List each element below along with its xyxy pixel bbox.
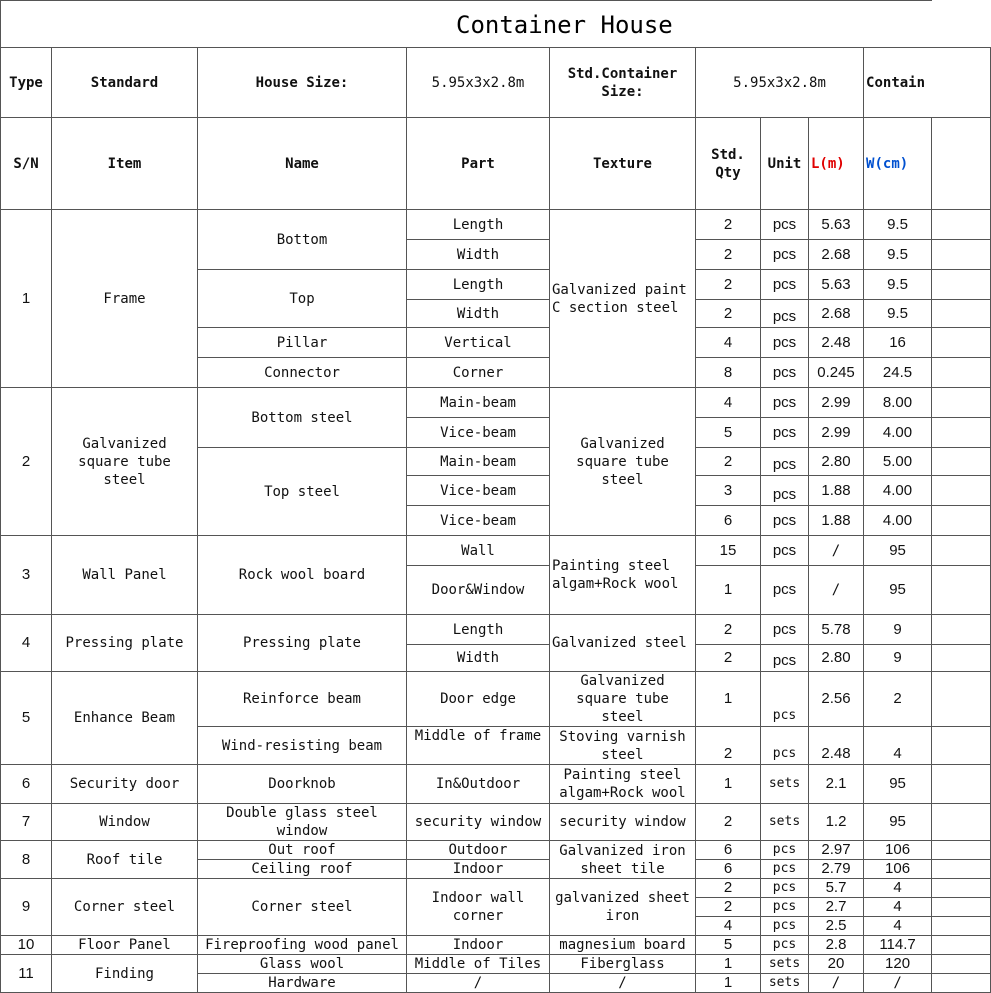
row-length: / <box>809 566 864 615</box>
row-qty: 2 <box>696 300 761 328</box>
row-name: Wind-resisting beam <box>198 727 407 765</box>
row-extra <box>932 270 991 300</box>
col-texture-header: Texture <box>550 118 696 210</box>
row-part: Vice-beam <box>407 476 550 506</box>
row-extra <box>932 765 991 804</box>
row-qty: 3 <box>696 476 761 506</box>
row-width: 24.5 <box>864 358 932 388</box>
row-qty: 1 <box>696 566 761 615</box>
col-part-header: Part <box>407 118 550 210</box>
row-qty: 4 <box>696 917 761 936</box>
row-extra <box>932 917 991 936</box>
row-qty: 2 <box>696 615 761 645</box>
row-qty: 2 <box>696 210 761 240</box>
row-part: Length <box>407 615 550 645</box>
row-unit: pcs <box>761 358 809 388</box>
row-item: Corner steel <box>52 879 198 936</box>
row-name: Pillar <box>198 328 407 358</box>
row-texture: Galvanized square tube steel <box>550 388 696 536</box>
row-qty: 2 <box>696 727 761 765</box>
row-width: 4 <box>864 879 932 898</box>
row-qty: 6 <box>696 841 761 860</box>
row-unit: pcs <box>761 476 809 506</box>
row-unit: pcs <box>761 727 809 765</box>
row-unit: pcs <box>761 615 809 645</box>
row-item: Galvanized square tube steel <box>52 388 198 536</box>
row-sn: 8 <box>1 841 52 879</box>
row-length: / <box>809 536 864 566</box>
row-part: Main-beam <box>407 388 550 418</box>
row-sn: 7 <box>1 804 52 841</box>
row-part: Wall <box>407 536 550 566</box>
row-qty: 1 <box>696 974 761 993</box>
row-extra <box>932 210 991 240</box>
row-unit: pcs <box>761 672 809 727</box>
row-qty: 2 <box>696 804 761 841</box>
row-qty: 1 <box>696 955 761 974</box>
row-texture: security window <box>550 804 696 841</box>
row-part: / <box>407 974 550 993</box>
row-length: 1.88 <box>809 476 864 506</box>
row-qty: 4 <box>696 328 761 358</box>
row-unit: pcs <box>761 210 809 240</box>
row-qty: 5 <box>696 936 761 955</box>
row-name: Ceiling roof <box>198 860 407 879</box>
row-sn: 6 <box>1 765 52 804</box>
col-sn-header: S/N <box>1 118 52 210</box>
row-unit: pcs <box>761 536 809 566</box>
row-width: 9.5 <box>864 240 932 270</box>
row-part: Middle of frame <box>407 727 550 765</box>
row-unit: sets <box>761 955 809 974</box>
row-part: Width <box>407 300 550 328</box>
row-name: Reinforce beam <box>198 672 407 727</box>
row-extra <box>932 955 991 974</box>
row-length: 2.80 <box>809 645 864 672</box>
row-unit: pcs <box>761 448 809 476</box>
house-size-label: House Size: <box>198 48 407 118</box>
header-row-columns <box>1 118 991 210</box>
table-row <box>1 765 991 804</box>
row-length: 2.99 <box>809 388 864 418</box>
row-sn: 11 <box>1 955 52 993</box>
row-part: security window <box>407 804 550 841</box>
row-part: Door edge <box>407 672 550 727</box>
row-unit: pcs <box>761 388 809 418</box>
row-sn: 4 <box>1 615 52 672</box>
row-extra <box>932 476 991 506</box>
row-item: Floor Panel <box>52 936 198 955</box>
row-qty: 2 <box>696 448 761 476</box>
row-part: Length <box>407 270 550 300</box>
row-sn: 5 <box>1 672 52 765</box>
row-name: Hardware <box>198 974 407 993</box>
row-width: 4 <box>864 917 932 936</box>
row-extra <box>932 358 991 388</box>
row-qty: 1 <box>696 765 761 804</box>
row-sn: 3 <box>1 536 52 615</box>
row-sn: 9 <box>1 879 52 936</box>
row-part: In&Outdoor <box>407 765 550 804</box>
row-item: Roof tile <box>52 841 198 879</box>
row-length: 2.99 <box>809 418 864 448</box>
row-item: Frame <box>52 210 198 388</box>
row-qty: 8 <box>696 358 761 388</box>
row-qty: 2 <box>696 645 761 672</box>
container-header-cut: Contain <box>864 48 991 118</box>
row-qty: 4 <box>696 388 761 418</box>
row-length: 2.56 <box>809 672 864 727</box>
col-extra-header <box>932 118 991 210</box>
row-texture: / <box>550 974 696 993</box>
row-part: Door&Window <box>407 566 550 615</box>
row-texture: magnesium board <box>550 936 696 955</box>
row-extra <box>932 300 991 328</box>
sheet-title-text: Container House <box>456 11 673 39</box>
sheet-title <box>0 0 932 48</box>
row-width: 106 <box>864 841 932 860</box>
row-width: 2 <box>864 672 932 727</box>
col-length-header: L(m) <box>809 118 864 210</box>
row-name: Bottom <box>198 210 407 270</box>
row-unit: pcs <box>761 418 809 448</box>
row-texture: galvanized sheet iron <box>550 879 696 936</box>
row-qty: 2 <box>696 240 761 270</box>
house-size-value: 5.95x3x2.8m <box>407 48 550 118</box>
row-unit: pcs <box>761 898 809 917</box>
row-extra <box>932 388 991 418</box>
row-length: 5.7 <box>809 879 864 898</box>
row-length: 2.48 <box>809 328 864 358</box>
row-width: 4.00 <box>864 418 932 448</box>
std-container-value: 5.95x3x2.8m <box>696 48 864 118</box>
row-texture: Galvanized square tube steel <box>550 672 696 727</box>
row-texture: Galvanized paint C section steel <box>550 210 696 388</box>
row-length: 2.97 <box>809 841 864 860</box>
row-width: / <box>864 974 932 993</box>
row-length: 5.63 <box>809 210 864 240</box>
row-width: 4 <box>864 898 932 917</box>
row-length: 0.245 <box>809 358 864 388</box>
row-qty: 6 <box>696 860 761 879</box>
row-part: Vice-beam <box>407 506 550 536</box>
row-sn: 10 <box>1 936 52 955</box>
row-extra <box>932 240 991 270</box>
row-part: Corner <box>407 358 550 388</box>
row-extra <box>932 615 991 645</box>
col-type-header: Type <box>1 48 52 118</box>
row-unit: pcs <box>761 917 809 936</box>
row-extra <box>932 804 991 841</box>
row-item: Pressing plate <box>52 615 198 672</box>
row-width: 114.7 <box>864 936 932 955</box>
row-name: Double glass steel window <box>198 804 407 841</box>
row-qty: 2 <box>696 879 761 898</box>
row-unit: pcs <box>761 860 809 879</box>
table-row <box>1 536 991 566</box>
row-length: 1.88 <box>809 506 864 536</box>
row-part: Indoor <box>407 860 550 879</box>
row-unit: pcs <box>761 841 809 860</box>
row-length: / <box>809 974 864 993</box>
row-item: Finding <box>52 955 198 993</box>
col-name-header: Name <box>198 118 407 210</box>
row-width: 9.5 <box>864 300 932 328</box>
row-extra <box>932 841 991 860</box>
row-unit: pcs <box>761 566 809 615</box>
row-item: Enhance Beam <box>52 672 198 765</box>
row-part: Indoor <box>407 936 550 955</box>
row-length: 2.68 <box>809 300 864 328</box>
row-extra <box>932 418 991 448</box>
col-item-header: Item <box>52 118 198 210</box>
row-unit: pcs <box>761 300 809 328</box>
row-width: 95 <box>864 536 932 566</box>
row-unit: pcs <box>761 240 809 270</box>
row-unit: sets <box>761 804 809 841</box>
row-name: Doorknob <box>198 765 407 804</box>
row-part: Width <box>407 645 550 672</box>
row-extra <box>932 536 991 566</box>
row-width: 95 <box>864 765 932 804</box>
row-part: Vertical <box>407 328 550 358</box>
row-width: 9 <box>864 615 932 645</box>
row-texture: Galvanized iron sheet tile <box>550 841 696 879</box>
header-row-sizes <box>1 48 991 118</box>
row-item: Security door <box>52 765 198 804</box>
row-unit: sets <box>761 765 809 804</box>
table-row <box>1 672 991 727</box>
row-extra <box>932 448 991 476</box>
row-length: 2.68 <box>809 240 864 270</box>
row-width: 4.00 <box>864 506 932 536</box>
row-extra <box>932 506 991 536</box>
row-texture: Painting steel algam+Rock wool <box>550 765 696 804</box>
row-sn: 2 <box>1 388 52 536</box>
row-width: 9 <box>864 645 932 672</box>
row-length: 1.2 <box>809 804 864 841</box>
row-name: Connector <box>198 358 407 388</box>
row-unit: pcs <box>761 506 809 536</box>
row-name: Top steel <box>198 448 407 536</box>
row-width: 4.00 <box>864 476 932 506</box>
row-width: 4 <box>864 727 932 765</box>
row-length: 5.63 <box>809 270 864 300</box>
row-width: 120 <box>864 955 932 974</box>
row-name: Fireproofing wood panel <box>198 936 407 955</box>
row-unit: pcs <box>761 879 809 898</box>
row-name: Corner steel <box>198 879 407 936</box>
table-row <box>1 936 991 955</box>
row-extra <box>932 898 991 917</box>
row-name: Pressing plate <box>198 615 407 672</box>
row-length: 2.79 <box>809 860 864 879</box>
table-row <box>1 879 991 898</box>
row-part: Indoor wall corner <box>407 879 550 936</box>
row-qty: 5 <box>696 418 761 448</box>
row-texture: Galvanized steel <box>550 615 696 672</box>
row-sn: 1 <box>1 210 52 388</box>
row-part: Length <box>407 210 550 240</box>
row-item: Wall Panel <box>52 536 198 615</box>
table-row <box>1 841 991 860</box>
row-width: 9.5 <box>864 270 932 300</box>
row-extra <box>932 974 991 993</box>
table-row <box>1 804 991 841</box>
row-length: 5.78 <box>809 615 864 645</box>
row-extra <box>932 645 991 672</box>
row-unit: pcs <box>761 328 809 358</box>
row-width: 9.5 <box>864 210 932 240</box>
row-texture: Painting steel algam+Rock wool <box>550 536 696 615</box>
row-width: 5.00 <box>864 448 932 476</box>
row-width: 16 <box>864 328 932 358</box>
row-extra <box>932 879 991 898</box>
row-unit: pcs <box>761 645 809 672</box>
row-qty: 6 <box>696 506 761 536</box>
row-name: Out roof <box>198 841 407 860</box>
row-extra <box>932 328 991 358</box>
row-extra <box>932 566 991 615</box>
col-unit-header: Unit <box>761 118 809 210</box>
row-width: 95 <box>864 566 932 615</box>
row-part: Main-beam <box>407 448 550 476</box>
row-extra <box>932 672 991 727</box>
row-name: Glass wool <box>198 955 407 974</box>
row-length: 2.7 <box>809 898 864 917</box>
row-qty: 2 <box>696 270 761 300</box>
row-length: 20 <box>809 955 864 974</box>
row-item: Window <box>52 804 198 841</box>
row-length: 2.5 <box>809 917 864 936</box>
row-width: 95 <box>864 804 932 841</box>
row-unit: pcs <box>761 270 809 300</box>
row-length: 2.48 <box>809 727 864 765</box>
col-width-header: W(cm) <box>864 118 932 210</box>
row-name: Top <box>198 270 407 328</box>
table-row <box>1 955 991 974</box>
row-part: Width <box>407 240 550 270</box>
row-length: 2.1 <box>809 765 864 804</box>
row-qty: 1 <box>696 672 761 727</box>
bill-of-materials-table <box>0 47 991 993</box>
row-texture: Fiberglass <box>550 955 696 974</box>
col-standard-header: Standard <box>52 48 198 118</box>
row-length: 2.80 <box>809 448 864 476</box>
col-qty-header: Std. Qty <box>696 118 761 210</box>
row-part: Middle of Tiles <box>407 955 550 974</box>
row-length: 2.8 <box>809 936 864 955</box>
std-container-label: Std.Container Size: <box>550 48 696 118</box>
row-unit: pcs <box>761 936 809 955</box>
row-part: Vice-beam <box>407 418 550 448</box>
row-extra <box>932 860 991 879</box>
table-row <box>1 615 991 645</box>
row-qty: 2 <box>696 898 761 917</box>
table-row <box>1 210 991 240</box>
row-unit: sets <box>761 974 809 993</box>
row-name: Bottom steel <box>198 388 407 448</box>
row-name: Rock wool board <box>198 536 407 615</box>
row-part: Outdoor <box>407 841 550 860</box>
row-extra <box>932 727 991 765</box>
row-width: 8.00 <box>864 388 932 418</box>
row-texture: Stoving varnish steel <box>550 727 696 765</box>
row-qty: 15 <box>696 536 761 566</box>
table-row <box>1 388 991 418</box>
row-width: 106 <box>864 860 932 879</box>
row-extra <box>932 936 991 955</box>
